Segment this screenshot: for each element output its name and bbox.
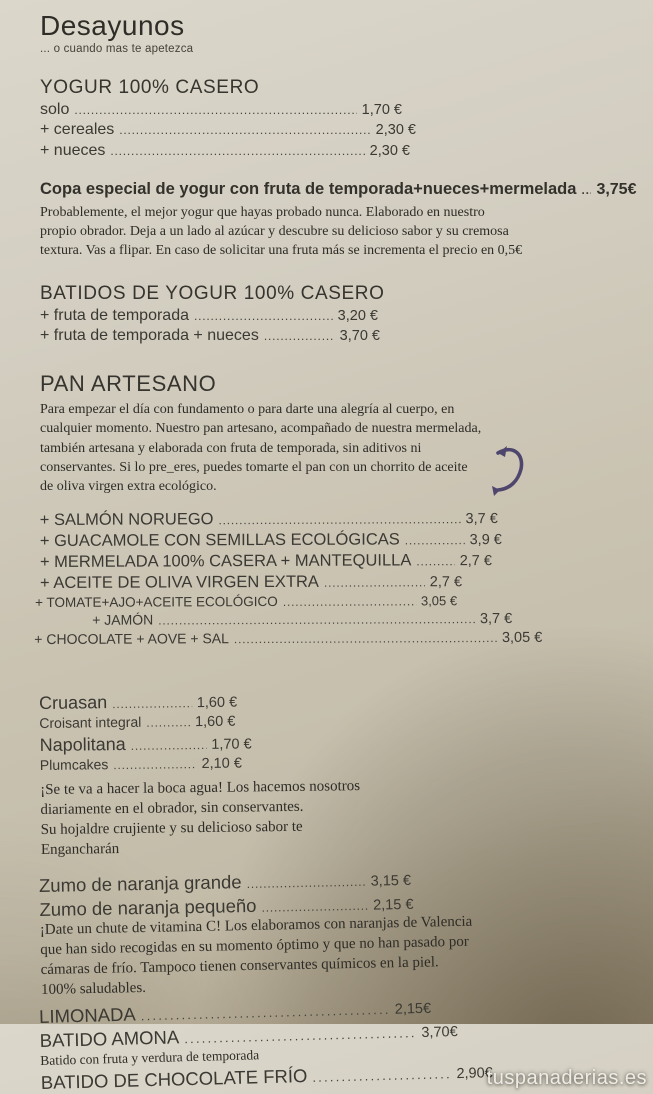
dot-leader	[246, 875, 365, 893]
description-line: conservantes. Si lo pre_eres, puedes tomarte el pan con un chorrito de aceite	[40, 459, 468, 475]
dot-leader	[194, 309, 333, 324]
description-line: diariamente en el obrador, sin conservantes.	[40, 798, 304, 818]
bolleria-section	[39, 684, 636, 860]
item-note: Batido con fruta y verdura de temporada	[40, 1047, 260, 1068]
dot-leader	[113, 756, 196, 772]
page-title: Desayunos	[40, 10, 185, 41]
dot-leader	[581, 183, 591, 198]
dot-leader	[158, 613, 475, 630]
description-line: cualquier momento. Nuestro pan artesano, acompañado de nuestra mermelada,	[40, 421, 482, 437]
item-price: 1,60 €	[194, 713, 236, 730]
dot-leader	[416, 555, 454, 571]
pan-description	[40, 400, 560, 497]
dot-leader	[264, 329, 335, 344]
item-price: 2,7 €	[429, 574, 463, 592]
description-line: Probablemente, el mejor yogur que hayas probado nunca. Elaborado en nuestro	[40, 204, 485, 220]
dot-leader	[234, 631, 497, 648]
item-price: 3,70€	[421, 1023, 458, 1041]
menu-item-row	[34, 629, 542, 650]
copa-description	[40, 203, 585, 261]
item-label: + SALMÓN NORUEGO	[39, 510, 214, 530]
menu-item-row	[40, 551, 492, 574]
item-price: 3,20 €	[337, 307, 378, 324]
item-price: 3,7 €	[479, 611, 513, 628]
menu-item-row	[40, 326, 380, 346]
watermark: tuspanaderias.es	[486, 1067, 647, 1090]
item-label: + cereales	[40, 121, 115, 139]
item-label: + JAMÓN	[92, 612, 154, 629]
dot-leader	[146, 715, 190, 731]
zumos-section	[39, 863, 636, 1001]
description-line: Para empezar el día con fundamento o para darte una alegría al cuerpo, en	[40, 401, 455, 417]
item-price: 1,70 €	[211, 735, 252, 753]
menu-item-row	[35, 593, 457, 612]
item-label: Zumo de naranja pequeño	[39, 894, 257, 920]
item-price: 1,60 €	[196, 694, 238, 711]
dot-leader	[110, 144, 364, 159]
menu-item-row	[40, 141, 410, 161]
menu-item-row	[40, 508, 498, 531]
description-line: propio obrador. Deja a un lado al azúcar y descubre su delicioso sabor y su cremosa	[40, 224, 509, 240]
section-heading-yogur: YOGUR 100% CASERO	[40, 77, 260, 99]
item-price: 3,7 €	[465, 511, 498, 528]
item-price: 2,30 €	[375, 122, 416, 139]
description-line: ¡Se te va a hacer la boca agua! Los hacemos nosotros	[40, 777, 361, 798]
dot-leader	[131, 737, 207, 753]
menu-item-row	[40, 572, 462, 595]
menu-item-row	[39, 689, 237, 714]
item-label: + fruta de temporada	[40, 306, 189, 324]
item-price: 1,70 €	[361, 101, 402, 118]
item-label: Plumcakes	[39, 755, 109, 773]
pan-items	[34, 508, 636, 650]
dot-leader	[312, 1066, 452, 1086]
item-label: + ACEITE DE OLIVA VIRGEN EXTRA	[39, 573, 319, 593]
menu-item-row	[40, 530, 502, 553]
item-price: 3,15 €	[370, 872, 412, 890]
item-label: BATIDO AMONA	[39, 1025, 180, 1051]
item-price: 3,70 €	[339, 328, 380, 345]
dot-leader	[405, 534, 465, 550]
item-price: 3,75€	[596, 181, 637, 199]
handwritten-arrow-annotation	[490, 443, 528, 505]
menu-item-row	[40, 100, 402, 120]
menu-item-row	[39, 712, 235, 733]
item-price: 2,15 €	[372, 896, 414, 914]
dot-leader	[112, 696, 192, 712]
item-label: + TOMATE+AJO+ACEITE ECOLÓGICO	[35, 594, 278, 611]
item-label: Napolitana	[39, 733, 126, 755]
dot-leader	[324, 576, 425, 592]
item-price: 3,9 €	[469, 532, 502, 549]
menu-item-row	[40, 306, 378, 326]
item-label: + MERMELADA 100% CASERA + MANTEQUILLA	[39, 552, 412, 572]
description-line: cámaras de frío. Tampoco tienen conservantes químicos en la piel.	[40, 954, 439, 978]
item-label: Croisant integral	[39, 713, 142, 731]
menu-item-row	[40, 120, 416, 140]
page-subtitle: ... o cuando mas te apetezca	[40, 43, 194, 56]
dot-leader	[74, 103, 356, 118]
item-price: 2,90€	[456, 1064, 493, 1082]
description-line: Engancharán	[40, 840, 120, 858]
dot-leader	[283, 595, 416, 611]
item-label: + fruta de temporada + nueces	[40, 327, 259, 345]
menu-item-row-copa	[40, 179, 637, 200]
description-line: Su hojaldre crujiente y su delicioso sabor te	[40, 818, 303, 838]
item-label: + GUACAMOLE CON SEMILLAS ECOLÓGICAS	[39, 531, 400, 551]
menu-item-row	[40, 754, 242, 775]
description-line: de oliva virgen extra ecológico.	[40, 479, 217, 495]
description-line: ¡Date un chute de vitamina C! Los elaboramos con naranjas de Valencia	[39, 914, 473, 939]
dot-leader	[218, 513, 460, 529]
item-label: solo	[40, 100, 70, 118]
item-price: 3,05 €	[420, 594, 458, 610]
section-heading-pan: PAN ARTESANO	[40, 370, 217, 396]
item-price: 2,30 €	[369, 142, 410, 159]
section-heading-batidos: BATIDOS DE YOGUR 100% CASERO	[40, 282, 385, 304]
item-price: 2,15€	[394, 1000, 432, 1018]
item-price: 2,7 €	[459, 553, 492, 570]
item-price: 2,10 €	[201, 754, 242, 772]
item-label: Copa especial de yogur con fruta de temporada+nueces+mermelada	[40, 180, 577, 199]
dot-leader	[261, 898, 368, 915]
item-label: Zumo de naranja grande	[38, 871, 242, 896]
menu-item-row	[39, 731, 251, 757]
item-label: + nueces	[40, 141, 106, 159]
dot-leader	[119, 123, 370, 138]
description-line: que han sido recogidas en su momento óptimo y que no han pasado por	[40, 933, 469, 959]
zumos-description	[40, 911, 566, 1000]
item-label: BATIDO DE CHOCOLATE FRÍO	[40, 1064, 308, 1093]
item-label: Cruasan	[38, 691, 108, 713]
item-price: 3,05 €	[501, 629, 543, 647]
item-label: LIMONADA	[38, 1003, 137, 1027]
bolleria-description	[40, 776, 421, 860]
description-line: textura. Vas a flipar. En caso de solicitar una fruta más se incrementa el precio en 0,5€	[40, 243, 523, 259]
description-line: 100% saludables.	[40, 979, 147, 998]
description-line: también artesana y elaborada con fruta de temporada, sin aditivos ni	[40, 440, 422, 456]
item-label: + CHOCOLATE + AOVE + SAL	[34, 630, 229, 648]
